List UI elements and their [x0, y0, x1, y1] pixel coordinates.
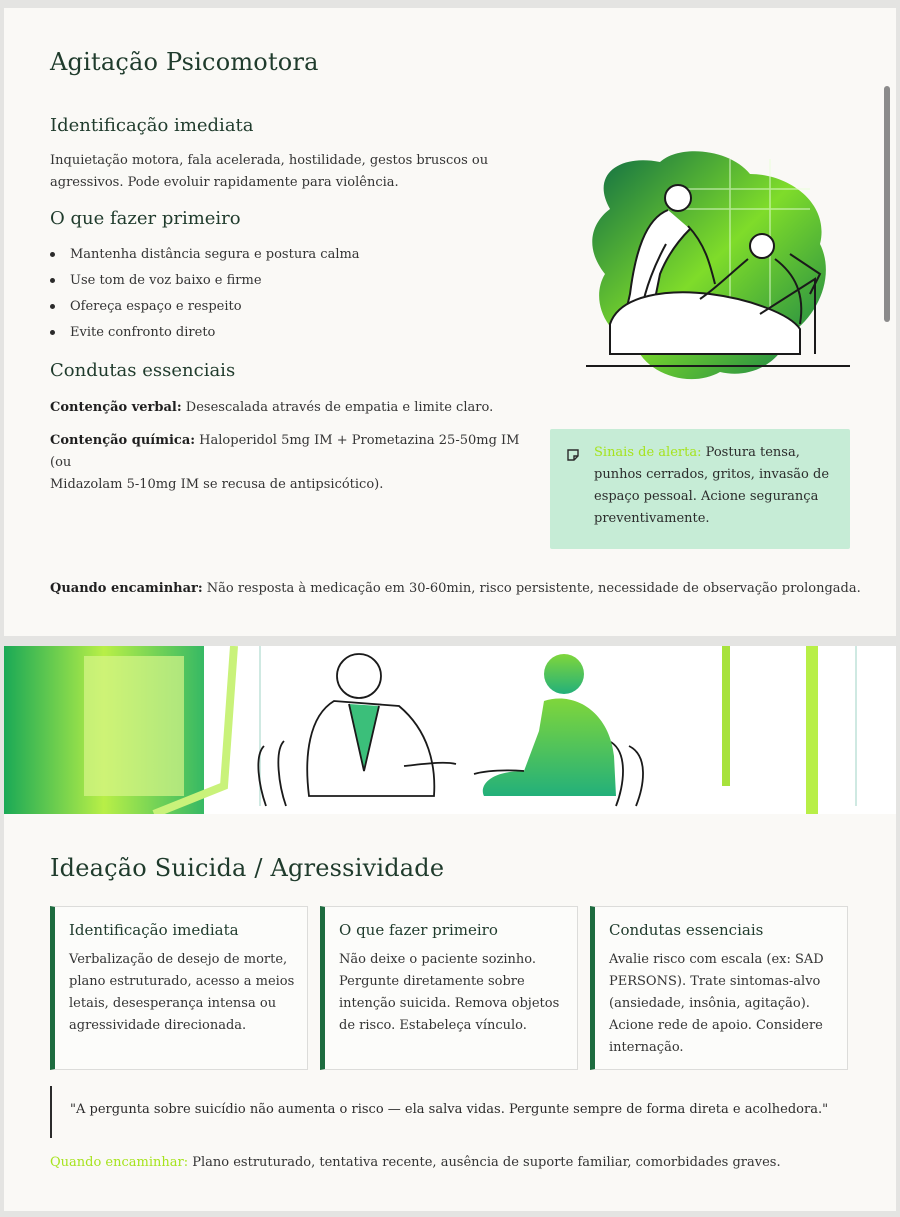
quote-text: "A pergunta sobre suicídio não aumenta o risco — ela salva vidas. Pergunte sempre de forma direta e acolhedora." — [70, 1102, 829, 1117]
card-condutas — [590, 906, 848, 1070]
scrollbar[interactable] — [884, 86, 890, 322]
identificacao-line: agressivos. Pode evoluir rapidamente para violência. — [50, 175, 399, 190]
alert-box — [550, 429, 850, 549]
page-title: Agitação Psicomotora — [50, 48, 319, 76]
quote-block — [50, 1086, 829, 1138]
heading-condutas: Condutas essenciais — [50, 360, 236, 381]
alert-line: preventivamente. — [594, 511, 710, 526]
alert-line: punhos cerrados, gritos, invasão de — [594, 467, 830, 482]
contencao-verbal — [50, 397, 530, 419]
card-body — [609, 949, 841, 1059]
quimica-text: Haloperidol 5mg IM + Prometazina 25-50mg IM (ou — [50, 433, 520, 470]
list-item-text: Mantenha distância segura e postura calma — [70, 247, 360, 262]
list-item-text: Use tom de voz baixo e firme — [70, 273, 262, 288]
card-title: O que fazer primeiro — [339, 921, 498, 939]
card-line: internação. — [609, 1040, 684, 1055]
slide-ideacao — [4, 646, 896, 1211]
note-icon — [567, 449, 579, 461]
card-line: agressividade direcionada. — [69, 1018, 247, 1033]
card-line: de risco. Estabeleça vínculo. — [339, 1018, 527, 1033]
list-item-text: Ofereça espaço e respeito — [70, 299, 242, 314]
quimica-text: Midazolam 5-10mg IM se recusa de antipsicótico). — [50, 477, 384, 492]
card-line: plano estruturado, acesso a meios — [69, 974, 295, 989]
card-line: (ansiedade, insônia, agitação). — [609, 996, 810, 1011]
encaminhar-text: Não resposta à medicação em 30-60min, risco persistente, necessidade de observação prolongada. — [202, 581, 861, 596]
quando-encaminhar — [50, 1152, 870, 1174]
card-line: intenção suicida. Remova objetos — [339, 996, 560, 1011]
conversation-banner-illustration — [4, 646, 896, 814]
card-line: Pergunte diretamente sobre — [339, 974, 525, 989]
bullet-icon — [50, 304, 55, 309]
list-item — [50, 325, 215, 340]
doctor-patient-illustration — [550, 114, 850, 424]
alert-label: Sinais de alerta: — [594, 445, 702, 460]
list-item — [50, 273, 262, 288]
card-title: Condutas essenciais — [609, 921, 764, 939]
alert-line: Postura tensa, — [701, 445, 800, 460]
identificacao-text — [50, 150, 530, 194]
card-body — [69, 949, 301, 1037]
verbal-text: Desescalada através de empatia e limite claro. — [181, 400, 494, 415]
contencao-quimica — [50, 430, 540, 496]
card-line: PERSONS). Trate sintomas-alvo — [609, 974, 821, 989]
card-primeiro — [320, 906, 578, 1070]
bullet-icon — [50, 252, 55, 257]
verbal-label: Contenção verbal: — [50, 400, 182, 415]
heading-primeiro: O que fazer primeiro — [50, 208, 241, 229]
bullet-icon — [50, 278, 55, 283]
list-item-text: Evite confronto direto — [70, 325, 216, 340]
identificacao-line: Inquietação motora, fala acelerada, hostilidade, gestos bruscos ou — [50, 153, 489, 168]
slide-agitacao — [4, 8, 896, 636]
heading-identificacao: Identificação imediata — [50, 115, 254, 136]
card-line: Não deixe o paciente sozinho. — [339, 952, 536, 967]
card-body — [339, 949, 571, 1037]
list-item — [50, 247, 360, 262]
card-line: Acione rede de apoio. Considere — [609, 1018, 823, 1033]
encaminhar-text: Plano estruturado, tentativa recente, ausência de suporte familiar, comorbidades graves. — [188, 1155, 781, 1170]
quando-encaminhar — [50, 578, 870, 600]
page-title: Ideação Suicida / Agressividade — [50, 854, 445, 882]
quimica-label: Contenção química: — [50, 433, 196, 448]
card-title: Identificação imediata — [69, 921, 239, 939]
list-item — [50, 299, 242, 314]
card-line: Avalie risco com escala (ex: SAD — [609, 952, 824, 967]
card-line: Verbalização de desejo de morte, — [69, 952, 288, 967]
encaminhar-label: Quando encaminhar: — [50, 1155, 189, 1170]
alert-text — [594, 442, 834, 530]
encaminhar-label: Quando encaminhar: — [50, 581, 203, 596]
bullet-icon — [50, 330, 55, 335]
alert-line: espaço pessoal. Acione segurança — [594, 489, 819, 504]
card-line: letais, desesperança intensa ou — [69, 996, 277, 1011]
card-identificacao — [50, 906, 308, 1070]
